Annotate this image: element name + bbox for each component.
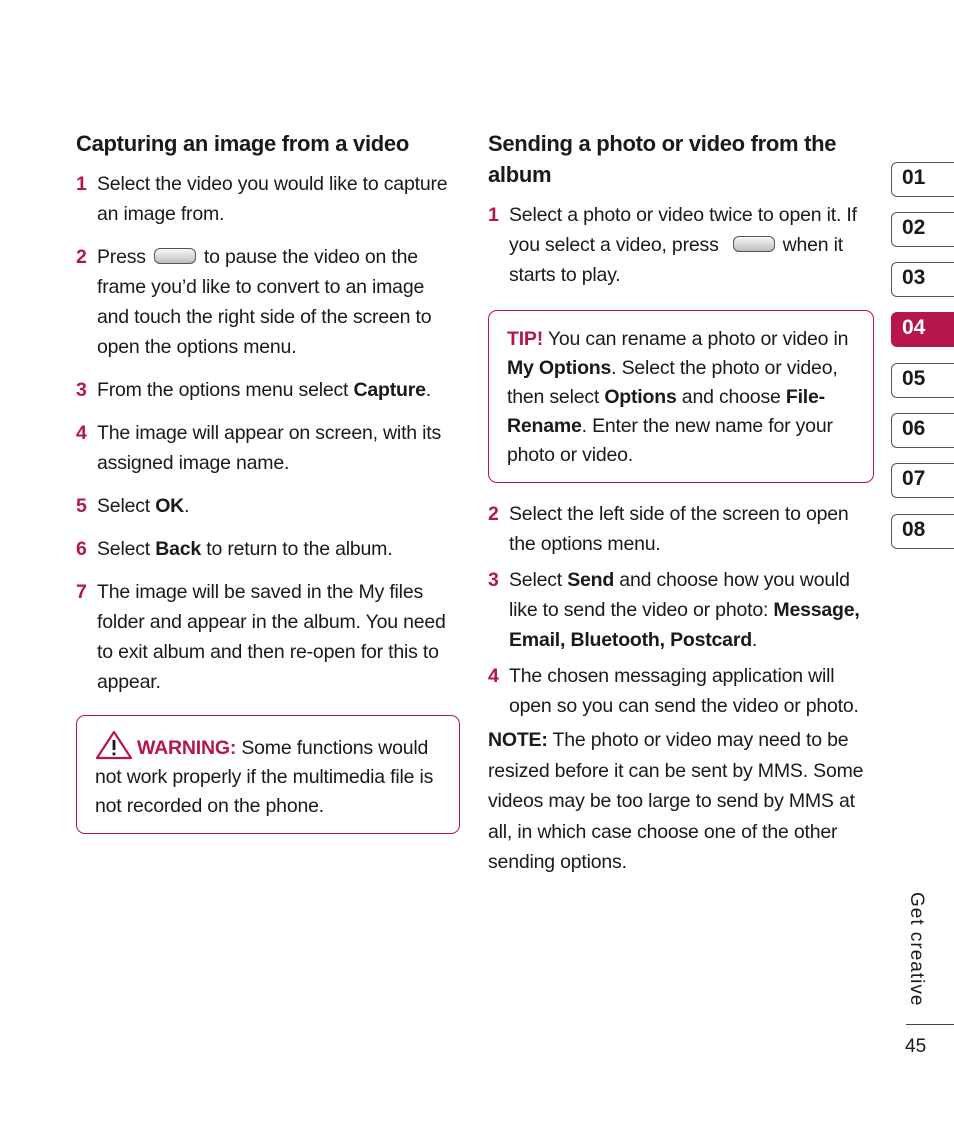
step-text <box>97 491 460 521</box>
section-side-label: Get creative <box>906 892 927 1007</box>
step-item <box>488 499 874 559</box>
tip-text: You can rename a photo or video in <box>543 328 849 350</box>
section-heading-capture: Capturing an image from a video <box>76 131 409 156</box>
step-item <box>488 661 874 721</box>
step-item <box>76 418 460 478</box>
step-text-bold: Message, Email, Bluetooth, Postcard <box>509 599 860 651</box>
step-text: Select the video you would like to capture an image from. <box>97 173 448 225</box>
step-text-post: to pause the video on the frame you’d like to convert to an image and touch the right side of the screen to open the options menu. <box>97 246 432 358</box>
chapter-tab-08[interactable]: 08 <box>891 514 954 549</box>
chapter-tab-07[interactable]: 07 <box>891 463 954 498</box>
chapter-tab-01[interactable]: 01 <box>891 162 954 197</box>
step-text <box>509 200 874 290</box>
step-text <box>509 565 874 655</box>
step-item <box>76 534 460 564</box>
tip-label: TIP! <box>507 328 544 350</box>
step-text-pre: Press <box>97 246 146 268</box>
step-text-pre: Select <box>509 569 568 591</box>
hardware-key-icon <box>154 248 196 264</box>
right-column <box>488 128 874 878</box>
chapter-tab-05[interactable]: 05 <box>891 363 954 398</box>
step-text-bold: Back <box>155 538 202 560</box>
warning-text: Some functions would not work properly if the multimedia file is not recorded on the phone. <box>95 737 434 817</box>
step-text-post: . <box>425 379 431 401</box>
step-item <box>76 375 460 405</box>
step-text-post: . <box>751 629 758 651</box>
tip-box <box>488 310 874 483</box>
step-text-pre: Select a photo or video twice to open it. If you select a video, press <box>509 204 857 256</box>
step-text <box>97 534 460 564</box>
step-number: 2 <box>76 246 87 268</box>
step-number: 6 <box>76 538 87 560</box>
tip-text: . Enter the new name for your photo or video. <box>507 415 833 466</box>
step-text: The chosen messaging application will open so you can send the video or photo. <box>509 665 859 717</box>
step-text: The image will appear on screen, with its assigned image name. <box>97 422 442 474</box>
tip-bold: File- Rename <box>507 386 825 437</box>
step-number: 2 <box>488 503 499 525</box>
step-number: 7 <box>76 581 87 603</box>
tip-text: and choose <box>676 386 786 408</box>
step-text: Select the left side of the screen to open the options menu. <box>509 503 849 555</box>
step-text-bold: Send <box>567 569 615 591</box>
step-text-pre: From the options menu select <box>97 379 354 401</box>
side-divider <box>906 1024 954 1025</box>
step-text-pre: Select <box>97 538 156 560</box>
step-text-post: when it starts to play. <box>509 234 844 286</box>
step-number: 1 <box>76 173 87 195</box>
left-column <box>76 128 460 834</box>
step-text <box>97 242 460 362</box>
warning-triangle-icon <box>95 730 133 760</box>
step-text-mid: and choose how you would like to send the video or photo: <box>509 569 850 621</box>
note-label: NOTE: <box>488 729 548 751</box>
send-steps-2 <box>488 499 874 721</box>
chapter-tab-03[interactable]: 03 <box>891 262 954 297</box>
hardware-key-icon <box>733 236 775 252</box>
warning-box <box>76 715 460 834</box>
step-number: 3 <box>488 569 499 591</box>
step-item <box>76 491 460 521</box>
step-text-post: to return to the album. <box>201 538 393 560</box>
note-text: The photo or video may need to be resized before it can be sent by MMS. Some videos may be too large to send by MMS at all, in which case choose one of the other sending options. <box>488 729 864 873</box>
chapter-tab-06[interactable]: 06 <box>891 413 954 448</box>
step-text-bold: Capture <box>353 379 426 401</box>
step-text <box>97 375 460 405</box>
step-text-bold: OK <box>155 495 185 517</box>
step-number: 5 <box>76 495 87 517</box>
step-item <box>76 577 460 697</box>
step-item <box>488 200 874 290</box>
chapter-tab-02[interactable]: 02 <box>891 212 954 247</box>
step-item <box>76 169 460 229</box>
step-number: 4 <box>76 422 87 444</box>
step-item <box>488 565 874 655</box>
send-steps-1 <box>488 200 874 290</box>
tip-bold: My Options <box>507 357 612 379</box>
page-number: 45 <box>905 1036 927 1057</box>
chapter-tab-04[interactable]: 04 <box>891 312 954 347</box>
step-text: The image will be saved in the My files folder and appear in the album. You need to exit album and then re-open for this to appear. <box>97 581 446 693</box>
note-paragraph <box>488 725 874 878</box>
step-number: 4 <box>488 665 499 687</box>
warning-label: WARNING: <box>137 737 237 759</box>
step-item <box>76 242 460 362</box>
tip-text: . Select the photo or video, then select <box>507 357 838 408</box>
step-text-pre: Select <box>97 495 156 517</box>
step-text-post: . <box>184 495 190 517</box>
tip-bold: Options <box>604 386 677 408</box>
capture-steps <box>76 169 460 697</box>
step-number: 3 <box>76 379 87 401</box>
section-heading-send: Sending a photo or video from the album <box>488 131 837 187</box>
step-number: 1 <box>488 204 499 226</box>
